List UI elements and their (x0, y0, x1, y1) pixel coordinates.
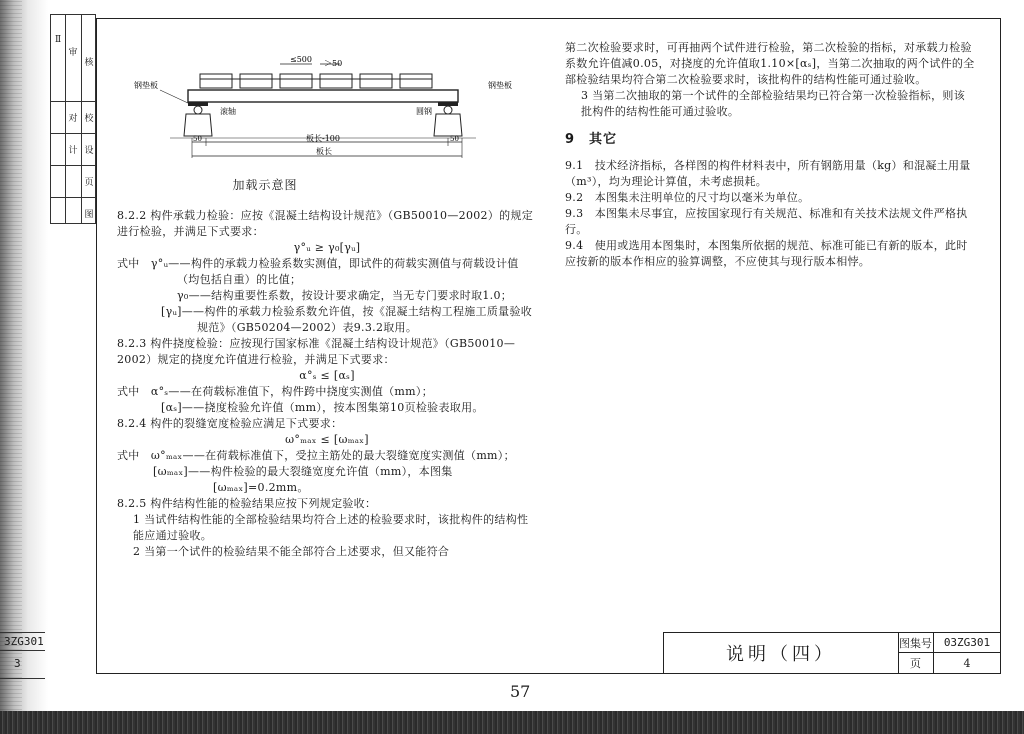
strip-glyph: 页 (84, 178, 94, 188)
s93: 9.3 本图集未尽事宜，应按国家现行有关规范、标准和有关技术法规文件严格执行。 (565, 207, 968, 236)
label-roller-left: 滚轴 (220, 107, 236, 116)
strip-glyph: 核 (84, 58, 94, 68)
s824-where2: [ωₘₐₓ]——构件检验的最大裂缝宽度允许值（mm），本图集[ωₘₐₓ]=0.2mm。 (153, 465, 453, 494)
s823-where2: [αₛ]——挠度检验允许值（mm），按本图集第10页检验表取用。 (161, 401, 484, 414)
steel-plate-right (438, 102, 458, 106)
continued-paragraph: 第二次检验要求时，可再抽两个试件进行检验，第二次检验的指标，对承载力检验系数允许值减0.05，对挠度的允许值取1.10×[αₛ]，当第二次抽取的两个试件的全部检验结果均符合第二次检验要求时，该批构件的结构性能可通过验收。 (565, 41, 975, 86)
label-roller-right: 圆钢 (416, 107, 432, 116)
scan-edge-noise (0, 0, 22, 734)
atlas-number-label: 图集号 (898, 633, 934, 653)
label-steel-plate-right: 钢垫板 (488, 81, 512, 90)
page-number: 57 (510, 682, 531, 701)
s823-head: 8.2.3 构件挠度检验：应按现行国家标准《混凝土结构设计规范》（GB50010—2002）规定的挠度允许值进行检验，并满足下式要求： (117, 337, 516, 366)
support-left (184, 114, 212, 136)
dim-support-right: 50 (450, 135, 459, 143)
load-block (360, 74, 392, 88)
support-right (434, 114, 462, 136)
dim-span: 板长-100 (306, 134, 340, 143)
s822-where2: γ₀——结构重要性系数，按设计要求确定，当无专门要求时取1.0； (177, 289, 513, 302)
load-blocks (200, 74, 432, 88)
strip-glyph: 设 (84, 146, 94, 156)
s91: 9.1 技术经济指标，各样图的构件材料表中，所有钢筋用量（kg）和混凝土用量（m³），均为理论计算值，未考虑损耗。 (565, 159, 971, 188)
dim-length: 板长 (316, 147, 332, 156)
title-block (663, 632, 1001, 674)
slab (188, 90, 458, 102)
steel-plate-left (188, 102, 208, 106)
load-block (400, 74, 432, 88)
s822-formula: γ°ᵤ ≥ γ₀[γᵤ] (293, 241, 361, 254)
atlas-number-value: 03ZG301 (934, 633, 1000, 653)
left-atlas-code (0, 632, 45, 679)
right-column (565, 40, 975, 270)
section-9-heading: 9 其它 (565, 132, 618, 147)
s822-where3: [γᵤ]——构件的承载力检验系数允许值，按《混凝土结构工程施工质量验收规范》（GB50204—2002）表9.3.2取用。 (161, 305, 533, 334)
loading-diagram (130, 54, 512, 174)
strip-glyph: 计 (68, 146, 78, 156)
s94: 9.4 使用或选用本图集时，本图集所依据的规范、标准可能已有新的版本，此时应按新的版本作相应的验算调整，不应使其与现行版本相悖。 (565, 239, 968, 268)
s822-where1: 式中 γ°ᵤ——构件的承载力检验系数实测值，即试件的荷载实测值与荷载设计值（均包括自重）的比值； (117, 257, 519, 286)
dim-50: ＞50 (324, 59, 343, 68)
s823-where1: 式中 α°ₛ——在荷载标准值下，构件跨中挠度实测值（mm）； (117, 385, 433, 398)
strip-glyph: 审 (68, 48, 78, 58)
page-label: 页 (898, 653, 934, 673)
s822-head: 8.2.2 构件承载力检验：应按《混凝土结构设计规范》（GB50010—2002）的规定进行检验，并满足下式要求： (117, 209, 534, 238)
s824-where1: 式中 ω°ₘₐₓ——在荷载标准值下，受拉主筋处的最大裂缝宽度实测值（mm）； (117, 449, 515, 462)
s825-item3: 3 当第二次抽取的第一个试件的全部检验结果均已符合第一次检验指标，则该批构件的结构性能可通过验收。 (581, 89, 965, 118)
page-value: 4 (963, 656, 971, 670)
dim-support-left: 50 (193, 135, 202, 143)
s825-item2: 2 当第一个试件的检验结果不能全部符合上述要求，但又能符合 (133, 545, 450, 558)
roller-right (444, 106, 452, 114)
s92: 9.2 本图集未注明单位的尺寸均以毫米为单位。 (565, 191, 810, 204)
strip-glyph: 图 (84, 210, 94, 220)
diagram-caption: 加载示意图 (232, 178, 298, 192)
left-column (117, 208, 537, 560)
load-block (200, 74, 232, 88)
label-steel-plate-left: 钢垫板 (134, 81, 158, 90)
strip-glyph: 校 (84, 114, 94, 124)
dim-500: ≤500 (290, 55, 312, 64)
roller-left (194, 106, 202, 114)
s825-item1: 1 当试件结构性能的全部检验结果均符合上述的检验要求时，该批构件的结构性能应通过验收。 (133, 513, 529, 542)
load-block (240, 74, 272, 88)
scan-bottom-band (0, 711, 1024, 734)
load-block (320, 74, 352, 88)
left-page-no: 3 (14, 657, 21, 670)
strip-glyph: 对 (68, 114, 78, 124)
title-block-title: 说明（四） (664, 633, 899, 673)
s824-head: 8.2.4 构件的裂缝宽度检验应满足下式要求： (117, 417, 343, 430)
s825-head: 8.2.5 构件结构性能的检验结果应按下列规定验收： (117, 497, 377, 510)
load-block (280, 74, 312, 88)
s824-formula: ω°ₘₐₓ ≤ [ωₘₐₓ] (285, 433, 369, 446)
left-atlas-no: 3ZG301 (0, 633, 45, 651)
s823-formula: α°ₛ ≤ [αₛ] (299, 369, 355, 382)
strip-glyph: Ⅱ (54, 35, 62, 45)
